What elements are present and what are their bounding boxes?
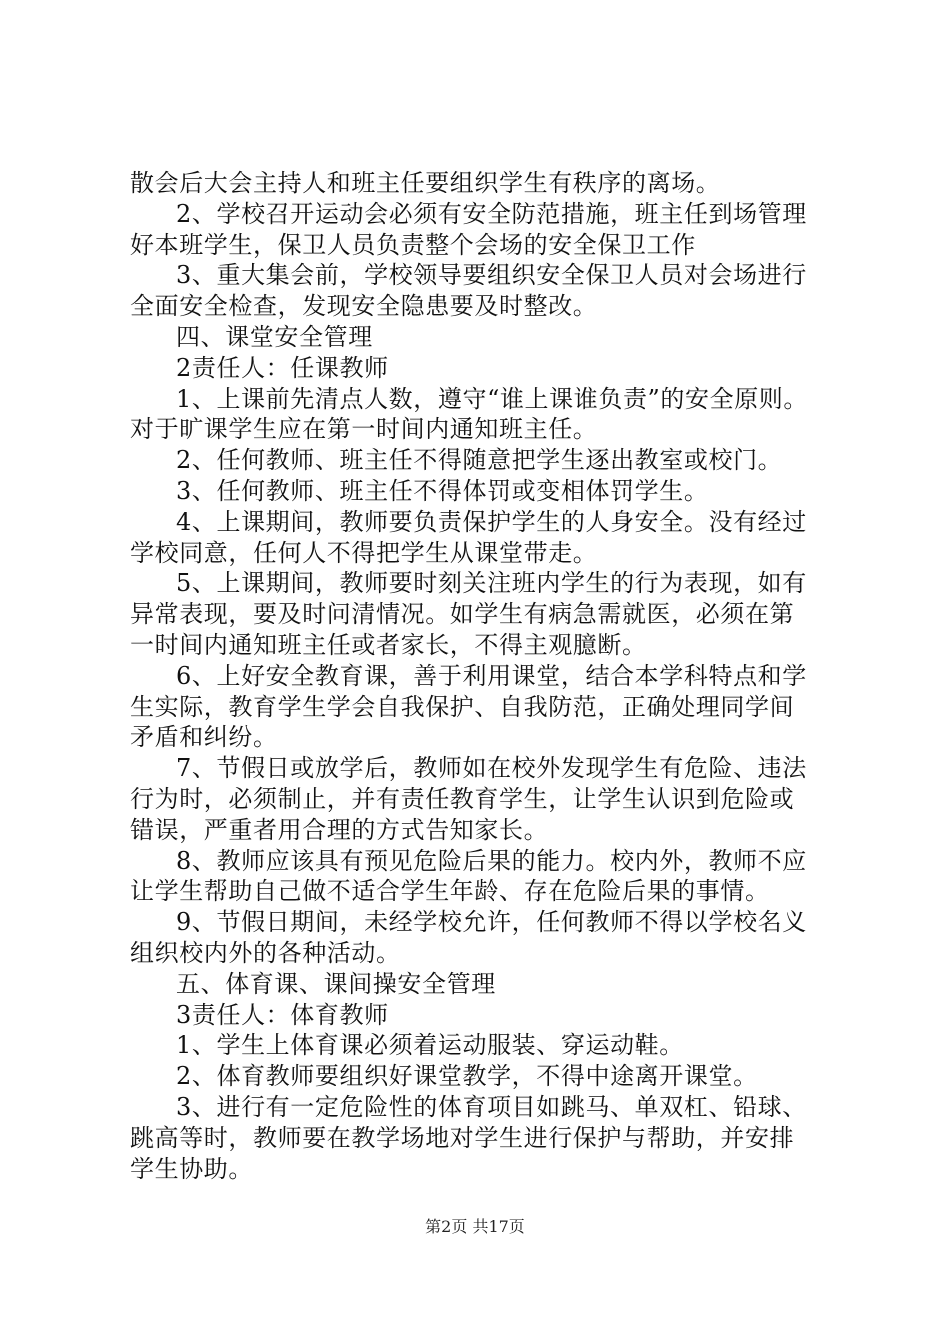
text-line: 3、重大集会前，学校领导要组织安全保卫人员对会场进行 [176, 261, 807, 290]
text-line: 散会后大会主持人和班主任要组织学生有秩序的离场。 [130, 169, 721, 197]
text-line: 让学生帮助自己做不适合学生年龄、存在危险后果的事情。 [130, 877, 770, 906]
text-line: 全面安全检查，发现安全隐患要及时整改。 [130, 292, 598, 321]
text-line: 对于旷课学生应在第一时间内通知班主任。 [130, 415, 598, 444]
text-line: 学生协助。 [130, 1154, 253, 1183]
text-line: 矛盾和纠纷。 [130, 723, 278, 752]
text-line: 3、任何教师、班主任不得体罚或变相体罚学生。 [176, 476, 709, 505]
text-line: 4、上课期间，教师要负责保护学生的人身安全。没有经过 [176, 507, 807, 536]
text-line: 跳高等时，教师要在教学场地对学生进行保护与帮助，并安排 [130, 1123, 795, 1152]
text-line: 好本班学生，保卫人员负责整个会场的安全保卫工作 [130, 230, 696, 259]
text-line: 6、上好安全教育课，善于利用课堂，结合本学科特点和学 [176, 661, 807, 690]
text-line: 四、课堂安全管理 [176, 322, 373, 351]
text-line: 2、任何教师、班主任不得随意把学生逐出教室或校门。 [176, 446, 783, 475]
text-line: 五、体育课、课间操安全管理 [176, 969, 496, 998]
text-line: 组织校内外的各种活动。 [130, 938, 401, 967]
text-line: 行为时，必须制止，并有责任教育学生，让学生认识到危险或 [130, 784, 795, 813]
text-line: 错误，严重者用合理的方式告知家长。 [130, 815, 549, 844]
text-line: 学校同意，任何人不得把学生从课堂带走。 [130, 538, 598, 567]
text-line: 2责任人：任课教师 [176, 353, 389, 382]
page-number-footer: 第2页 共17页 [425, 1217, 525, 1236]
text-line: 一时间内通知班主任或者家长，不得主观臆断。 [130, 630, 647, 659]
text-line: 2、学校召开运动会必须有安全防范措施，班主任到场管理 [176, 199, 807, 228]
text-line: 5、上课期间，教师要时刻关注班内学生的行为表现，如有 [176, 569, 807, 598]
text-line: 1、上课前先清点人数，遵守“谁上课谁负责”的安全原则。 [176, 384, 809, 413]
text-line: 7、节假日或放学后，教师如在校外发现学生有危险、违法 [176, 754, 807, 783]
text-line: 1、学生上体育课必须着运动服装、穿运动鞋。 [176, 1031, 684, 1060]
text-line: 8、教师应该具有预见危险后果的能力。校内外，教师不应 [176, 846, 807, 875]
text-line: 3责任人：体育教师 [176, 1000, 389, 1029]
text-line: 异常表现，要及时问清情况。如学生有病急需就医，必须在第 [130, 600, 795, 629]
text-line: 3、进行有一定危险性的体育项目如跳马、单双杠、铅球、 [176, 1092, 807, 1121]
text-line: 生实际，教育学生学会自我保护、自我防范，正确处理同学间 [130, 692, 795, 721]
text-line: 9、节假日期间，未经学校允许，任何教师不得以学校名义 [176, 908, 807, 937]
text-line: 2、体育教师要组织好课堂教学，不得中途离开课堂。 [176, 1062, 758, 1091]
document-body [130, 168, 835, 1184]
